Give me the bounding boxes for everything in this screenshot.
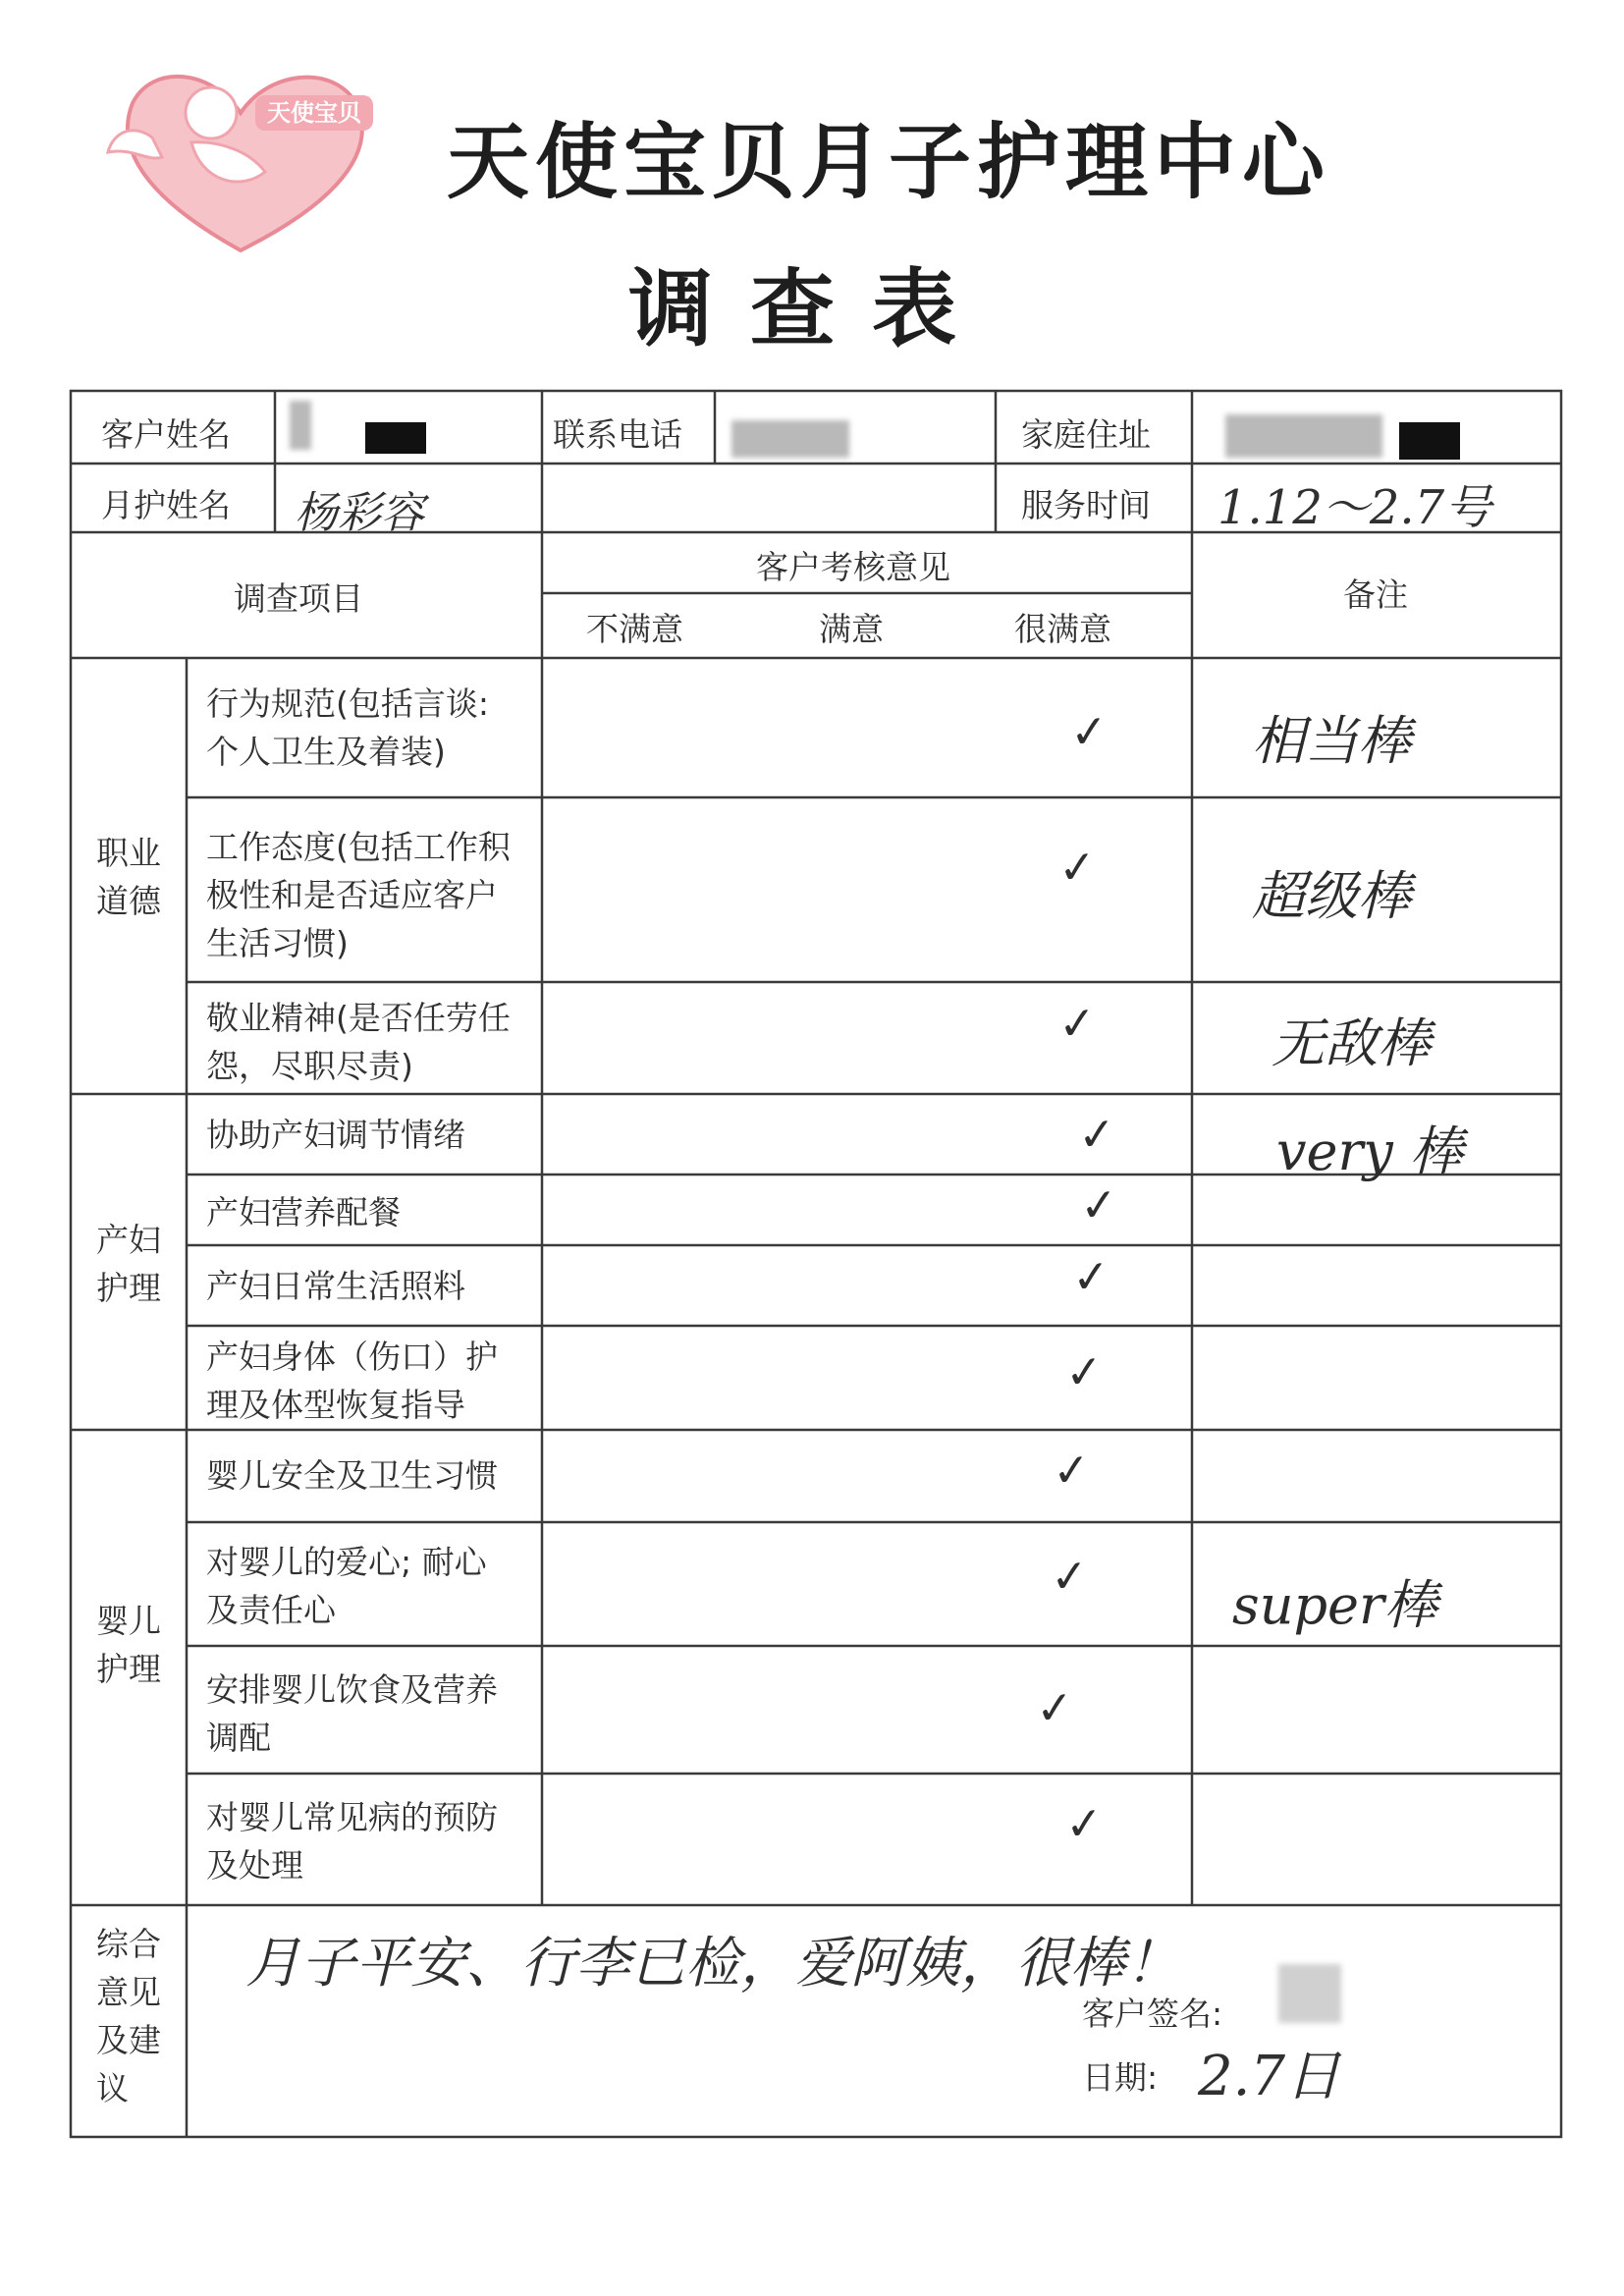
remark-dedication: 无敌棒 — [1272, 1012, 1431, 1074]
item-dedication: 敬业精神(是否任劳任 怨，尽职尽责) — [206, 999, 511, 1085]
date-value: 2.7日 — [1198, 2045, 1341, 2108]
group-professional-ethics: 职业 道德 — [96, 834, 161, 920]
item-mood-support: 协助产妇调节情绪 — [206, 1116, 465, 1154]
item-work-attitude: 工作态度(包括工作积 极性和是否适应客户 生活习惯) — [206, 828, 511, 962]
item-baby-illness: 对婴儿常见病的预防 及处理 — [206, 1798, 498, 1885]
address-redaction — [1399, 422, 1460, 460]
service-time-label: 服务时间 — [1021, 486, 1151, 524]
item-baby-safety: 婴儿安全及卫生习惯 — [206, 1456, 498, 1495]
remark-mood: very 棒 — [1276, 1121, 1463, 1182]
client-name-redaction — [365, 422, 426, 454]
overall-comment: 月子平安、行李已检，爱阿姨，很棒！ — [245, 1932, 1180, 1995]
dissatisfied-header: 不满意 — [586, 610, 683, 648]
group-overall-comments: 综合 意见 及建 议 — [96, 1925, 161, 2107]
page-title: 天使宝贝月子护理中心 — [447, 114, 1331, 210]
client-opinion-header: 客户考核意见 — [756, 548, 950, 586]
item-baby-love: 对婴儿的爱心; 耐心 及责任心 — [206, 1543, 487, 1629]
check-mark: ✓ — [1056, 995, 1099, 1052]
item-body-recovery: 产妇身体（伤口）护 理及体型恢复指导 — [206, 1338, 498, 1424]
page-subtitle: 调查表 — [628, 260, 994, 358]
group-mother-care: 产妇 护理 — [96, 1221, 161, 1307]
very-satisfied-header: 很满意 — [1014, 610, 1111, 648]
remark-behavior: 相当棒 — [1252, 710, 1411, 772]
service-time-value: 1.12～2.7号 — [1218, 480, 1492, 535]
address-blur — [1225, 414, 1382, 458]
item-behavior-standards: 行为规范(包括言谈: 个人卫生及着装) — [206, 684, 489, 771]
svg-text:天使宝贝: 天使宝贝 — [267, 99, 361, 127]
satisfied-header: 满意 — [819, 610, 884, 648]
phone-label: 联系电话 — [553, 415, 682, 454]
check-mark: ✓ — [1056, 839, 1099, 896]
remark-baby-love: super棒 — [1232, 1574, 1437, 1636]
date-label: 日期: — [1082, 2058, 1159, 2097]
check-mark: ✓ — [1049, 1548, 1091, 1605]
nanny-name-value: 杨彩容 — [295, 488, 424, 538]
remark-attitude: 超级棒 — [1252, 865, 1411, 927]
check-mark: ✓ — [1068, 703, 1110, 760]
nanny-name-label: 月护姓名 — [101, 486, 231, 524]
check-mark: ✓ — [1063, 1343, 1106, 1400]
address-label: 家庭住址 — [1021, 415, 1151, 454]
item-nutrition-meals: 产妇营养配餐 — [206, 1193, 401, 1231]
remark-header: 备注 — [1343, 575, 1408, 614]
check-mark: ✓ — [1076, 1106, 1118, 1163]
check-mark: ✓ — [1051, 1442, 1093, 1499]
item-baby-feeding: 安排婴儿饮食及营养 调配 — [206, 1670, 498, 1757]
item-daily-care: 产妇日常生活照料 — [206, 1267, 465, 1305]
signature-label: 客户签名: — [1082, 1995, 1223, 2033]
signature-blur — [1278, 1964, 1341, 2023]
group-baby-care: 婴儿 护理 — [96, 1602, 161, 1688]
check-mark: ✓ — [1070, 1248, 1112, 1305]
check-mark: ✓ — [1078, 1176, 1120, 1233]
check-mark: ✓ — [1034, 1679, 1076, 1736]
client-name-blur — [290, 401, 311, 450]
check-mark: ✓ — [1063, 1795, 1106, 1852]
client-name-label: 客户姓名 — [101, 415, 231, 454]
survey-item-header: 调查项目 — [234, 579, 363, 618]
phone-blur — [731, 420, 849, 458]
